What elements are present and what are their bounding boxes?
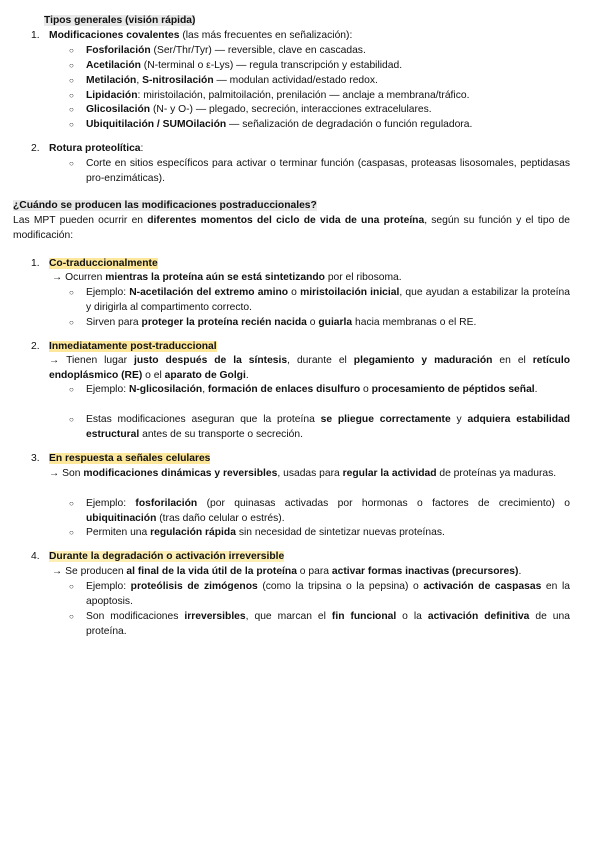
bullet-icon: ○ <box>69 91 74 100</box>
list-number: 2. <box>31 341 40 352</box>
bullet-icon: ○ <box>69 528 74 537</box>
intro-paragraph: Las MPT pueden ocurrir en diferentes momentos del ciclo de vida de una proteína, según su función y el tipo de modificación: <box>13 215 570 241</box>
list-item: Corte en sitios específicos para activar o terminar función (caspasas, proteasas lisosomales, peptidasas pro-enzimáticas). <box>86 158 570 184</box>
bullet-icon: ○ <box>69 318 74 327</box>
bullet-icon: ○ <box>69 612 74 621</box>
bullet-icon: ○ <box>69 415 74 424</box>
bullet-icon: ○ <box>69 105 74 114</box>
bullet-icon: ○ <box>69 46 74 55</box>
bullet-icon: ○ <box>69 120 74 129</box>
list-number: 4. <box>31 551 40 562</box>
list-number: 1. <box>31 258 40 269</box>
list-number: 1. <box>31 30 40 41</box>
list-item: Glicosilación (N- y O-) — plegado, secreción, interacciones extracelulares. <box>86 104 432 115</box>
list-number: 3. <box>31 453 40 464</box>
timing-lead: → Ocurren mientras la proteína aún se está sintetizando por el ribosoma. <box>52 272 402 283</box>
list-item: Ubiquitilación / SUMOilación — señalización de degradación o función reguladora. <box>86 119 473 130</box>
list-item: Fosforilación (Ser/Thr/Tyr) — reversible, clave en cascadas. <box>86 45 366 56</box>
list-item: Son modificaciones irreversibles, que marcan el fin funcional o la activación definitiva de una proteína. <box>86 611 570 637</box>
list-item-covalentes: Modificaciones covalentes (las más frecuentes en señalización): <box>49 30 353 41</box>
timing-lead: → Se producen al final de la vida útil de la proteína o para activar formas inactivas (precursores). <box>52 566 522 577</box>
list-item: Ejemplo: proteólisis de zimógenos (como la tripsina o la pepsina) o activación de caspasas en la apoptosis. <box>86 581 570 607</box>
list-item-rotura: Rotura proteolítica: <box>49 143 144 154</box>
section-heading-tipos: Tipos generales (visión rápida) <box>44 15 196 26</box>
bullet-icon: ○ <box>69 288 74 297</box>
bullet-icon: ○ <box>69 499 74 508</box>
bullet-icon: ○ <box>69 159 74 168</box>
timing-lead: → Tienen lugar justo después de la síntesis, durante el plegamiento y maduración en el retículo endoplásmico (RE) o el aparato de Golgi. <box>49 355 570 381</box>
list-item: Permiten una regulación rápida sin necesidad de sintetizar nuevas proteínas. <box>86 527 445 538</box>
bullet-icon: ○ <box>69 385 74 394</box>
list-item: Acetilación (N-terminal o ε-Lys) — regula transcripción y estabilidad. <box>86 60 403 71</box>
list-item: Metilación, S-nitrosilación — modulan actividad/estado redox. <box>86 75 378 86</box>
timing-title: En respuesta a señales celulares <box>49 453 211 464</box>
timing-title: Durante la degradación o activación irreversible <box>49 551 285 562</box>
section-heading-cuando: ¿Cuándo se producen las modificaciones postraduccionales? <box>13 200 317 211</box>
timing-title: Co-traduccionalmente <box>49 258 158 269</box>
timing-title: Inmediatamente post-traduccional <box>49 341 217 352</box>
list-item: Ejemplo: N-acetilación del extremo amino o miristoilación inicial, que ayudan a estabilizar la proteína y dirigirla al compartimento correcto. <box>86 287 570 313</box>
timing-lead: → Son modificaciones dinámicas y reversibles, usadas para regular la actividad de proteínas ya maduras. <box>49 468 557 479</box>
bullet-icon: ○ <box>69 61 74 70</box>
list-item: Sirven para proteger la proteína recién nacida o guiarla hacia membranas o el RE. <box>86 317 477 328</box>
list-item: Estas modificaciones aseguran que la proteína se pliegue correctamente y adquiera estabilidad estructural antes de su transporte o secreción. <box>86 414 570 440</box>
bullet-icon: ○ <box>69 76 74 85</box>
bullet-icon: ○ <box>69 582 74 591</box>
list-item: Lipidación: miristoilación, palmitoilación, prenilación — anclaje a membrana/tráfico. <box>86 90 470 101</box>
list-item: Ejemplo: N-glicosilación, formación de enlaces disulfuro o procesamiento de péptidos señal. <box>86 384 538 395</box>
list-item: Ejemplo: fosforilación (por quinasas activadas por hormonas o factores de crecimiento) o ubiquitinación (tras daño celular o estrés). <box>86 498 570 524</box>
list-number: 2. <box>31 143 40 154</box>
